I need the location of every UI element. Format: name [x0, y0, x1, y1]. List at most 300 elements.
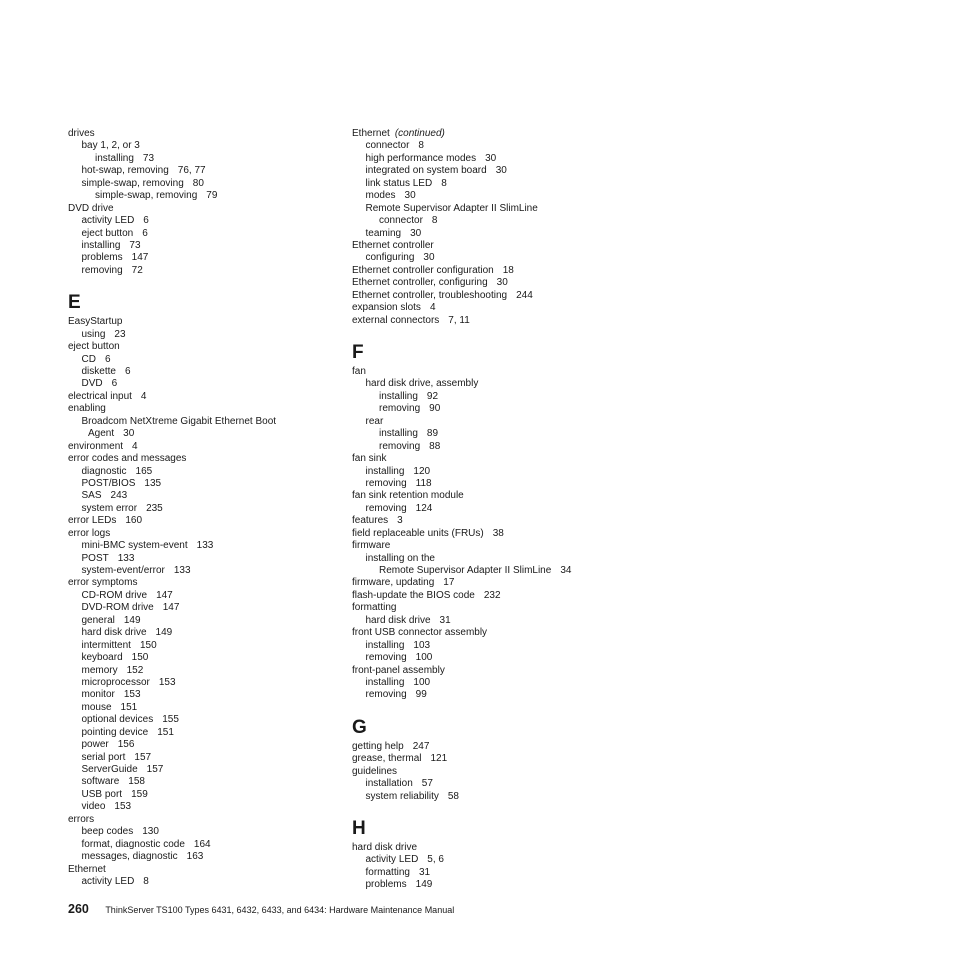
index-term: POST/BIOS — [81, 477, 136, 489]
index-entry — [68, 689, 318, 701]
index-term: hard disk drive, assembly — [365, 378, 479, 390]
index-term: Ethernet controller, troubleshooting — [352, 289, 508, 301]
index-entry — [68, 428, 318, 440]
index-term: DVD-ROM drive — [81, 602, 154, 614]
index-page-ref[interactable]: 151 — [157, 726, 174, 738]
index-term: system reliability — [365, 790, 439, 802]
index-term: removing — [365, 689, 407, 701]
index-page-ref[interactable]: 73 — [129, 239, 141, 251]
index-page-ref[interactable]: 243 — [110, 490, 128, 502]
index-term: diagnostic — [81, 465, 127, 477]
index-page-ref[interactable]: 6 — [142, 227, 148, 239]
index-entry — [352, 791, 612, 803]
index-term: error symptoms — [68, 577, 138, 589]
index-entry — [68, 776, 318, 788]
index-entry — [68, 503, 318, 515]
index-entry — [68, 528, 318, 540]
index-term: integrated on system board — [365, 165, 487, 177]
index-page-ref[interactable]: 160 — [125, 515, 143, 527]
index-term: Agent — [88, 428, 115, 440]
index-entry — [352, 565, 612, 577]
page-number: 260 — [68, 902, 89, 916]
index-term: Ethernet — [68, 863, 106, 875]
index-term: expansion slots — [352, 302, 421, 314]
index-term: removing — [379, 403, 421, 415]
index-term: installing — [379, 428, 418, 440]
index-entry — [68, 752, 318, 764]
index-page-ref[interactable]: 103 — [413, 639, 431, 651]
index-entry — [352, 528, 612, 540]
index-term: errors — [68, 813, 95, 825]
index-term: formatting — [352, 602, 397, 614]
index-term: DVD — [81, 378, 103, 390]
index-entry — [68, 615, 318, 627]
index-page-ref[interactable]: 30 — [423, 252, 435, 264]
index-entry — [352, 627, 612, 639]
index-page-ref[interactable]: 7, 11 — [448, 314, 470, 326]
index-term: error logs — [68, 527, 111, 539]
index-entry — [68, 190, 318, 202]
index-page-ref[interactable]: 6 — [124, 366, 131, 377]
index-term: removing — [365, 477, 407, 489]
index-entry — [68, 851, 318, 863]
index-entry — [352, 228, 612, 240]
index-entry — [352, 252, 612, 264]
index-term: mouse — [81, 701, 112, 713]
index-term: external connectors — [352, 314, 440, 326]
index-entry — [352, 590, 612, 602]
index-term: ServerGuide — [81, 764, 138, 775]
index-entry — [68, 378, 318, 390]
index-entry — [68, 240, 318, 252]
index-page-ref[interactable]: 152 — [126, 664, 144, 676]
index-term: modes — [365, 190, 396, 202]
index-term: features — [352, 515, 389, 527]
index-term: error LEDs — [68, 515, 117, 527]
index-entry — [68, 453, 318, 465]
index-page-ref[interactable]: 153 — [114, 801, 132, 813]
index-entry — [352, 203, 612, 215]
index-entry — [352, 153, 612, 165]
index-entry — [68, 553, 318, 565]
index-entry — [68, 228, 318, 240]
index-entry — [68, 203, 318, 215]
index-page-ref[interactable]: 76, 77 — [177, 165, 206, 177]
index-page-ref[interactable]: 38 — [492, 527, 504, 539]
index-entry — [68, 441, 318, 453]
index-page-ref[interactable]: 147 — [131, 252, 149, 264]
index-entry — [68, 366, 318, 378]
index-entry — [68, 341, 318, 353]
index-page-ref[interactable]: 133 — [117, 552, 135, 564]
index-entry — [352, 741, 612, 753]
index-term: monitor — [81, 689, 115, 701]
index-term: intermittent — [81, 639, 131, 651]
index-entry — [352, 302, 612, 314]
index-entry — [352, 553, 612, 565]
continued-label: (continued) — [394, 128, 445, 139]
index-entry — [352, 441, 612, 453]
index-page-ref[interactable]: 72 — [131, 264, 143, 276]
index-page-ref[interactable]: 147 — [162, 602, 180, 614]
index-term: system error — [81, 502, 138, 514]
index-page-ref[interactable]: 157 — [134, 751, 152, 763]
index-page-ref[interactable]: 100 — [413, 676, 431, 688]
index-page-ref[interactable]: 30 — [485, 152, 497, 164]
index-term: connector — [379, 215, 423, 227]
index-page-ref[interactable]: 6 — [104, 353, 111, 365]
index-entry — [352, 453, 612, 465]
index-term: enabling — [68, 403, 106, 415]
index-page-ref[interactable]: 159 — [131, 788, 148, 800]
index-term: getting help — [352, 740, 404, 752]
index-term: Ethernet controller — [352, 239, 434, 251]
index-term: eject button — [68, 341, 120, 353]
index-page-ref[interactable]: 4 — [429, 302, 436, 314]
index-entry — [352, 391, 612, 403]
index-term: connector — [365, 140, 410, 152]
index-term: eject button — [81, 227, 134, 239]
index-term: CD — [81, 353, 96, 365]
index-entry — [352, 503, 612, 515]
index-page-ref[interactable]: 8 — [418, 140, 424, 152]
index-page-ref[interactable]: 18 — [502, 264, 514, 276]
index-entry — [352, 277, 612, 289]
index-term: front-panel assembly — [352, 664, 445, 676]
index-term: formatting — [365, 866, 410, 878]
index-page-ref[interactable]: 30 — [123, 428, 135, 440]
index-page-ref[interactable]: 149 — [123, 614, 141, 626]
index-entry — [352, 378, 612, 390]
index-entry — [68, 515, 318, 527]
index-page-ref[interactable]: 165 — [135, 465, 153, 477]
index-entry — [352, 689, 612, 701]
index-entry — [352, 615, 612, 627]
index-page-ref[interactable]: 147 — [156, 589, 173, 601]
index-term: diskette — [81, 366, 116, 377]
index-term: EasyStartup — [68, 316, 123, 328]
index-page-ref[interactable]: 3 — [397, 515, 403, 527]
index-page-ref[interactable]: 30 — [495, 165, 507, 177]
index-term: problems — [81, 252, 123, 264]
index-page-ref[interactable]: 8 — [431, 215, 438, 227]
index-page-ref[interactable]: 4 — [140, 390, 147, 402]
index-entry — [68, 652, 318, 664]
index-entry — [352, 515, 612, 527]
index-page-ref[interactable]: 235 — [146, 502, 163, 514]
index-term: installing — [379, 390, 418, 402]
index-section-letter: E — [68, 292, 81, 314]
index-term: pointing device — [81, 726, 149, 738]
index-entry — [68, 727, 318, 739]
index-entry — [68, 814, 318, 826]
index-entry — [352, 842, 612, 854]
index-page-ref[interactable]: 156 — [117, 739, 135, 751]
index-page-ref[interactable]: 34 — [560, 565, 572, 576]
index-entry — [352, 190, 612, 202]
index-term: Ethernet controller, configuring — [352, 277, 488, 289]
index-entry — [352, 490, 612, 502]
index-entry — [68, 764, 318, 776]
index-term: Remote Supervisor Adapter II SlimLine — [365, 202, 538, 214]
index-term: link status LED — [365, 177, 433, 189]
index-page-ref[interactable]: 90 — [429, 403, 441, 415]
index-entry — [68, 215, 318, 227]
index-entry — [68, 478, 318, 490]
index-entry — [352, 879, 612, 891]
index-entry — [68, 627, 318, 639]
index-page-ref[interactable]: 157 — [146, 764, 164, 775]
index-entry — [352, 540, 612, 552]
index-term: activity LED — [365, 854, 419, 866]
index-term: firmware — [352, 540, 391, 552]
index-term: USB port — [81, 788, 123, 800]
index-page-ref[interactable]: 133 — [196, 540, 214, 552]
index-entry — [68, 316, 318, 328]
index-page-ref[interactable]: 88 — [429, 440, 441, 452]
index-page-ref[interactable]: 121 — [430, 753, 448, 765]
index-page-ref[interactable]: 164 — [193, 838, 211, 850]
index-page-ref[interactable]: 8 — [143, 875, 149, 887]
index-entry — [68, 140, 318, 152]
index-entry — [68, 128, 318, 140]
index-entry — [352, 602, 612, 614]
index-term: hard disk drive — [81, 627, 147, 639]
index-term: removing — [379, 440, 421, 452]
index-page-ref[interactable]: 4 — [132, 440, 138, 452]
index-page-ref[interactable]: 23 — [114, 328, 126, 340]
index-entry — [68, 490, 318, 502]
index-entry — [352, 315, 612, 327]
index-page-ref[interactable]: 5, 6 — [427, 854, 444, 866]
index-entry — [68, 540, 318, 552]
index-term: simple-swap, removing — [81, 177, 184, 189]
index-page-ref[interactable]: 57 — [421, 778, 433, 790]
index-entry — [352, 290, 612, 302]
index-page-ref[interactable]: 79 — [206, 190, 218, 202]
index-entry — [68, 839, 318, 851]
index-term: removing — [365, 652, 407, 664]
index-term: installing on the — [365, 552, 435, 564]
index-page-ref[interactable]: 124 — [415, 502, 433, 514]
index-term: CD-ROM drive — [81, 589, 148, 601]
index-entry — [68, 590, 318, 602]
index-term: field replaceable units (FRUs) — [352, 527, 484, 539]
index-term: rear — [365, 415, 384, 427]
index-page-ref[interactable]: 133 — [173, 565, 191, 576]
index-page-ref[interactable]: 120 — [413, 465, 431, 477]
index-entry — [352, 665, 612, 677]
index-entry — [352, 416, 612, 428]
index-entry — [352, 652, 612, 664]
index-entry — [68, 265, 318, 277]
index-page-ref[interactable]: 149 — [155, 627, 173, 639]
index-term: hard disk drive — [352, 842, 418, 853]
index-term: guidelines — [352, 765, 398, 777]
index-term: microprocessor — [81, 676, 150, 688]
index-page-ref[interactable]: 6 — [111, 378, 118, 390]
index-term: hard disk drive — [365, 614, 431, 626]
index-term: installing — [365, 639, 405, 651]
index-entry — [68, 165, 318, 177]
index-page-ref[interactable]: 135 — [144, 477, 162, 489]
index-page-ref[interactable]: 89 — [426, 428, 439, 440]
index-entry — [352, 778, 612, 790]
index-term: hot-swap, removing — [81, 165, 169, 177]
index-entry — [68, 739, 318, 751]
index-entry — [352, 178, 612, 190]
index-term: activity LED — [81, 215, 135, 227]
index-page-ref[interactable]: 155 — [162, 714, 179, 726]
index-page-ref[interactable]: 153 — [123, 689, 141, 701]
index-column-left — [68, 128, 318, 888]
index-page-ref[interactable]: 118 — [415, 477, 432, 489]
index-page-ref[interactable]: 80 — [192, 177, 204, 189]
index-term: format, diagnostic code — [81, 838, 185, 850]
index-page-ref[interactable]: 73 — [142, 152, 155, 164]
index-entry — [68, 252, 318, 264]
index-entry — [352, 240, 612, 252]
index-entry — [68, 714, 318, 726]
index-term: configuring — [365, 252, 415, 264]
index-section-letter: F — [352, 342, 364, 363]
index-term: electrical input — [68, 390, 132, 402]
index-page-ref[interactable]: 8 — [441, 177, 447, 189]
index-term: Ethernet controller configuration — [352, 264, 494, 276]
index-page-ref[interactable]: 17 — [443, 577, 455, 589]
index-term: SAS — [81, 490, 102, 502]
index-entry — [68, 826, 318, 838]
index-entry — [352, 854, 612, 866]
index-term: high performance modes — [365, 152, 477, 164]
index-term: installing — [365, 465, 405, 477]
index-term: mini-BMC system-event — [81, 540, 188, 552]
index-page-ref[interactable]: 149 — [415, 879, 433, 891]
index-entry — [68, 403, 318, 415]
index-term: memory — [81, 664, 118, 676]
index-term: using — [81, 328, 106, 340]
index-term: messages, diagnostic — [81, 851, 178, 863]
index-page-ref[interactable]: 31 — [418, 866, 431, 878]
index-term: error codes and messages — [68, 453, 187, 465]
index-page-ref[interactable]: 150 — [139, 639, 157, 651]
index-term: beep codes — [81, 826, 134, 838]
index-page-ref[interactable]: 92 — [426, 390, 439, 402]
index-entry — [68, 602, 318, 614]
index-entry — [68, 178, 318, 190]
index-entry — [352, 140, 612, 152]
index-entry — [352, 366, 612, 378]
index-term: fan sink — [352, 453, 387, 465]
index-page-ref[interactable]: 6 — [143, 215, 149, 227]
index-entry — [352, 677, 612, 689]
index-term: Ethernet — [352, 128, 390, 139]
index-page-ref[interactable]: 247 — [412, 740, 430, 752]
index-term: keyboard — [81, 652, 123, 664]
index-term: general — [81, 614, 115, 626]
index-page-ref[interactable]: 30 — [410, 227, 422, 239]
index-term: installing — [365, 676, 405, 688]
index-term: software — [81, 776, 120, 788]
index-entry — [352, 403, 612, 415]
index-term: problems — [365, 879, 407, 891]
index-page-ref[interactable]: 130 — [142, 826, 159, 838]
index-term: teaming — [365, 227, 402, 239]
index-entry — [352, 428, 612, 440]
index-term: video — [81, 801, 106, 813]
index-entry — [68, 466, 318, 478]
index-entry — [68, 677, 318, 689]
index-term: grease, thermal — [352, 753, 422, 765]
index-term: removing — [365, 502, 407, 514]
index-entry — [68, 329, 318, 341]
index-page-ref[interactable]: 100 — [415, 652, 433, 664]
index-page-ref[interactable]: 153 — [158, 676, 176, 688]
index-page-ref[interactable]: 58 — [447, 790, 459, 802]
index-entry — [68, 153, 318, 165]
index-term: DVD drive — [68, 202, 114, 214]
index-section-letter: G — [352, 716, 367, 738]
index-entry — [352, 640, 612, 652]
index-term: Broadcom NetXtreme Gigabit Ethernet Boot — [81, 415, 277, 427]
index-term: power — [81, 739, 109, 751]
index-entry — [68, 640, 318, 652]
index-page-ref[interactable]: 244 — [516, 289, 533, 301]
index-term: POST — [81, 552, 109, 564]
index-term: fan — [352, 366, 366, 377]
index-entry — [68, 354, 318, 366]
index-page-ref[interactable]: 150 — [131, 652, 149, 664]
index-entry — [352, 128, 612, 140]
index-term: installing — [81, 239, 121, 251]
index-term: simple-swap, removing — [95, 190, 198, 202]
index-entry — [68, 801, 318, 813]
index-term: installation — [365, 778, 413, 790]
index-page-ref[interactable]: 99 — [415, 689, 427, 701]
index-term: front USB connector assembly — [352, 627, 488, 639]
index-entry — [68, 789, 318, 801]
index-section-letter: H — [352, 818, 366, 839]
index-term: fan sink retention module — [352, 490, 464, 502]
index-entry — [352, 215, 612, 227]
index-term: activity LED — [81, 875, 135, 887]
index-entry — [352, 766, 612, 778]
index-entry — [352, 867, 612, 879]
index-term: system-event/error — [81, 565, 165, 576]
index-entry — [352, 265, 612, 277]
index-term: removing — [81, 264, 123, 276]
index-entry — [352, 577, 612, 589]
index-page-ref[interactable]: 30 — [496, 277, 508, 289]
footer-title: ThinkServer TS100 Types 6431, 6432, 6433, and 6434: Hardware Maintenance Manual — [105, 905, 455, 915]
index-term: optional devices — [81, 714, 154, 726]
index-entry — [68, 391, 318, 403]
index-entry — [68, 864, 318, 876]
index-entry — [352, 478, 612, 490]
index-page-ref[interactable]: 163 — [186, 851, 204, 863]
index-entry — [68, 876, 318, 888]
index-term: Remote Supervisor Adapter II SlimLine — [379, 565, 552, 576]
index-page-ref[interactable]: 31 — [439, 614, 451, 626]
index-page-ref[interactable]: 232 — [483, 589, 501, 601]
index-entry — [352, 165, 612, 177]
page-footer — [68, 900, 454, 918]
index-page-ref[interactable]: 30 — [404, 190, 416, 202]
index-entry — [68, 565, 318, 577]
index-page-ref[interactable]: 151 — [120, 701, 138, 713]
index-page-ref[interactable]: 158 — [128, 776, 145, 788]
index-term: firmware, updating — [352, 577, 435, 589]
